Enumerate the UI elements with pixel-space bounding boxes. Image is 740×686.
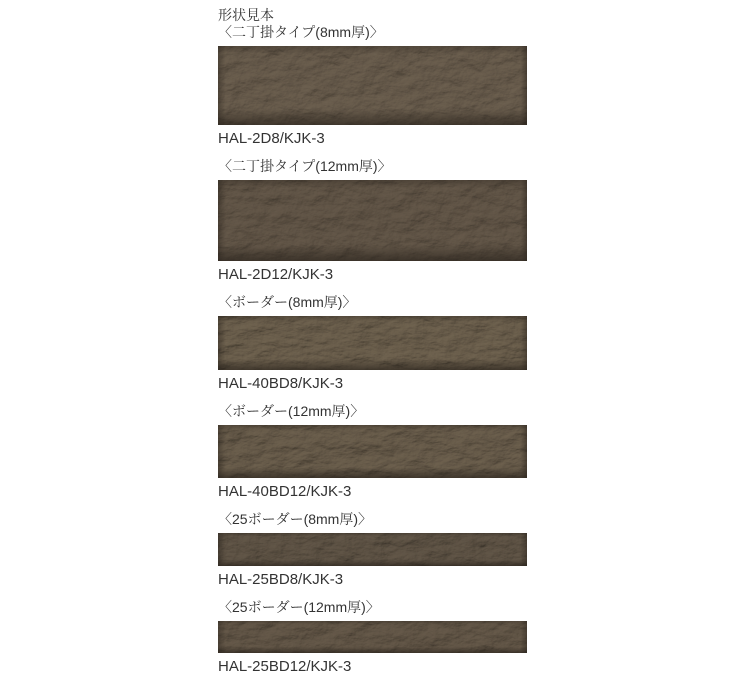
tile-texture-graphic [218, 180, 527, 261]
tile-swatch-image [218, 316, 527, 370]
tile-swatch-image [218, 46, 527, 125]
tile-code: HAL-40BD8/KJK-3 [218, 375, 344, 392]
tile-type-label: 〈25ボーダー(12mm厚)〉 [218, 599, 380, 615]
tile-sample [218, 511, 548, 588]
tile-swatch-image [218, 425, 527, 478]
tile-sample [218, 599, 548, 675]
page-title: 形状見本 [218, 7, 274, 23]
tile-texture-graphic [218, 621, 527, 653]
tile-texture-graphic [218, 533, 527, 566]
tile-type-label: 〈25ボーダー(8mm厚)〉 [218, 511, 373, 527]
tile-code: HAL-25BD12/KJK-3 [218, 658, 352, 675]
tile-type-label: 〈ボーダー(8mm厚)〉 [218, 294, 357, 310]
tile-type-label: 〈二丁掛タイプ(12mm厚)〉 [218, 158, 392, 174]
tile-swatch-image [218, 621, 527, 653]
tile-code: HAL-2D8/KJK-3 [218, 130, 325, 147]
tile-swatch-image [218, 180, 527, 261]
tile-texture-graphic [218, 46, 527, 125]
tile-sample [218, 158, 548, 283]
tile-sample [218, 403, 548, 500]
sample-list [218, 24, 548, 675]
tile-swatch-image [218, 533, 527, 566]
tile-sample [218, 24, 548, 147]
tile-texture-graphic [218, 316, 527, 370]
tile-type-label: 〈ボーダー(12mm厚)〉 [218, 403, 365, 419]
tile-code: HAL-25BD8/KJK-3 [218, 571, 344, 588]
tile-texture-graphic [218, 425, 527, 478]
shape-sample-page [218, 7, 548, 686]
tile-sample [218, 294, 548, 392]
tile-code: HAL-40BD12/KJK-3 [218, 483, 352, 500]
tile-code: HAL-2D12/KJK-3 [218, 266, 334, 283]
tile-type-label: 〈二丁掛タイプ(8mm厚)〉 [218, 24, 384, 40]
